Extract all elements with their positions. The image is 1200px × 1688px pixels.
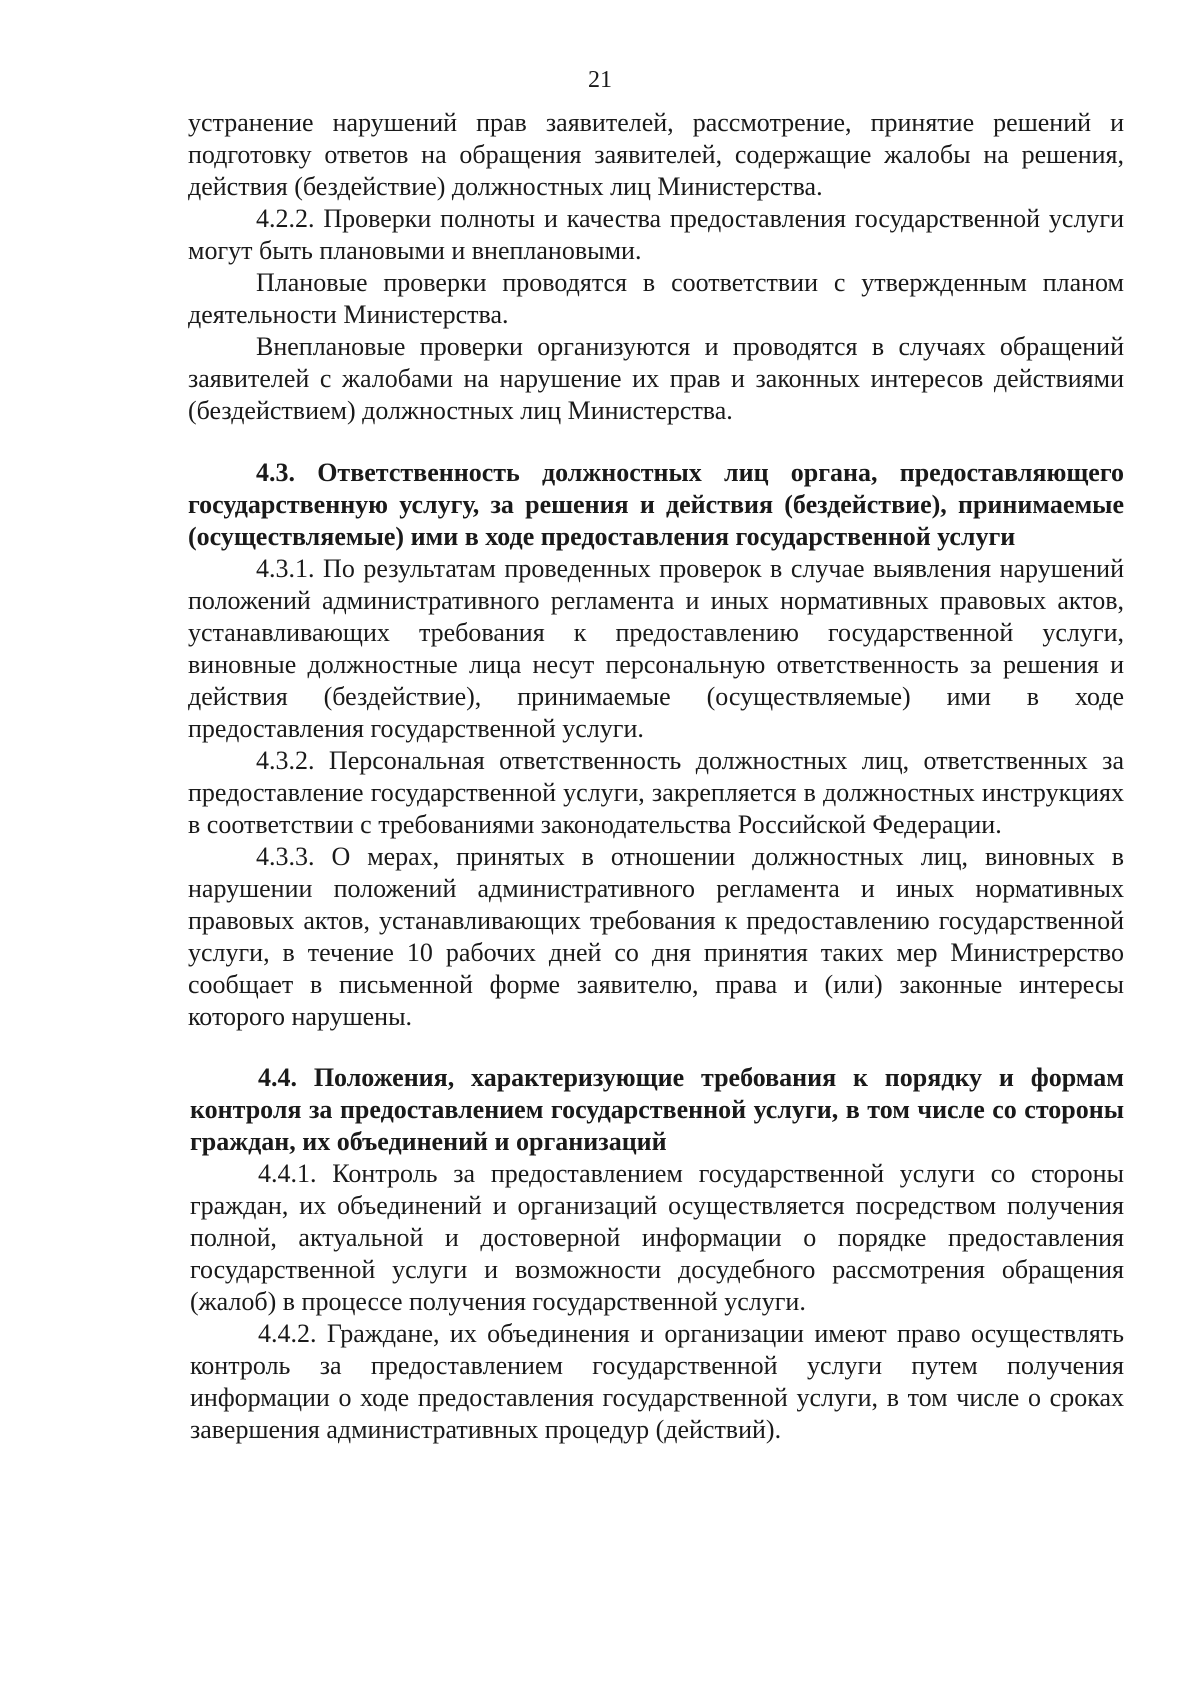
document-body <box>188 107 1124 1446</box>
section-heading-4-3: 4.3. Ответственность должностных лиц органа, предоставляющего государственную услугу, за решения и действия (бездействие), принимаемые (осуществляемые) ими в ходе предоставления государственной услуги <box>188 458 1124 551</box>
paragraph-4-3-2: 4.3.2. Персональная ответственность должностных лиц, ответственных за предоставление государственной услуги, закрепляется в должностных инструкциях в соответствии с требованиями законодательства Российской Федерации. <box>188 746 1124 839</box>
section-heading-4-4: 4.4. Положения, характеризующие требования к порядку и формам контроля за предоставлением государственной услуги, в том числе со стороны граждан, их объединений и организаций <box>190 1063 1124 1156</box>
paragraph-4-4-1: 4.4.1. Контроль за предоставлением государственной услуги со стороны граждан, их объединений и организаций осуществляется посредством получения полной, актуальной и достоверной информации о порядке предоставления государственной услуги и возможности досудебного рассмотрения обращения (жалоб) в процессе получения государственной услуги. <box>190 1159 1124 1316</box>
page-number: 21 <box>588 67 612 93</box>
paragraph-4-4-2: 4.4.2. Граждане, их объединения и организации имеют право осуществлять контроль за предоставлением государственной услуги путем получения информации о ходе предоставления государственной услуги, в том числе о сроках завершения административных процедур (действий). <box>190 1319 1124 1444</box>
paragraph-unplanned-checks: Внеплановые проверки организуются и проводятся в случаях обращений заявителей с жалобами на нарушение их прав и законных интересов действиями (бездействием) должностных лиц Министерства. <box>188 332 1124 425</box>
paragraph-planned-checks: Плановые проверки проводятся в соответствии с утвержденным планом деятельности Министерства. <box>188 268 1124 329</box>
paragraph-4-3-1: 4.3.1. По результатам проведенных проверок в случае выявления нарушений положений административного регламента и иных нормативных правовых актов, устанавливающих требования к предоставлению государственной услуги, виновные должностные лица несут персональную ответственность за решения и действия (бездействие), принимаемые (осуществляемые) ими в ходе предоставления государственной услуги. <box>188 554 1124 743</box>
paragraph-4-3-3: 4.3.3. О мерах, принятых в отношении должностных лиц, виновных в нарушении положений административного регламента и иных нормативных правовых актов, устанавливающих требования к предоставлению государственной услуги, в течение 10 рабочих дней со дня принятия таких мер Министрерство сообщает в письменной форме заявителю, права и (или) законные интересы которого нарушены. <box>188 842 1124 1031</box>
paragraph-continuation: устранение нарушений прав заявителей, рассмотрение, принятие решений и подготовку ответов на обращения заявителей, содержащие жалобы на решения, действия (бездействие) должностных лиц Министерства. <box>188 108 1124 201</box>
paragraph-4-2-2: 4.2.2. Проверки полноты и качества предоставления государственной услуги могут быть плановыми и внеплановыми. <box>188 204 1124 265</box>
